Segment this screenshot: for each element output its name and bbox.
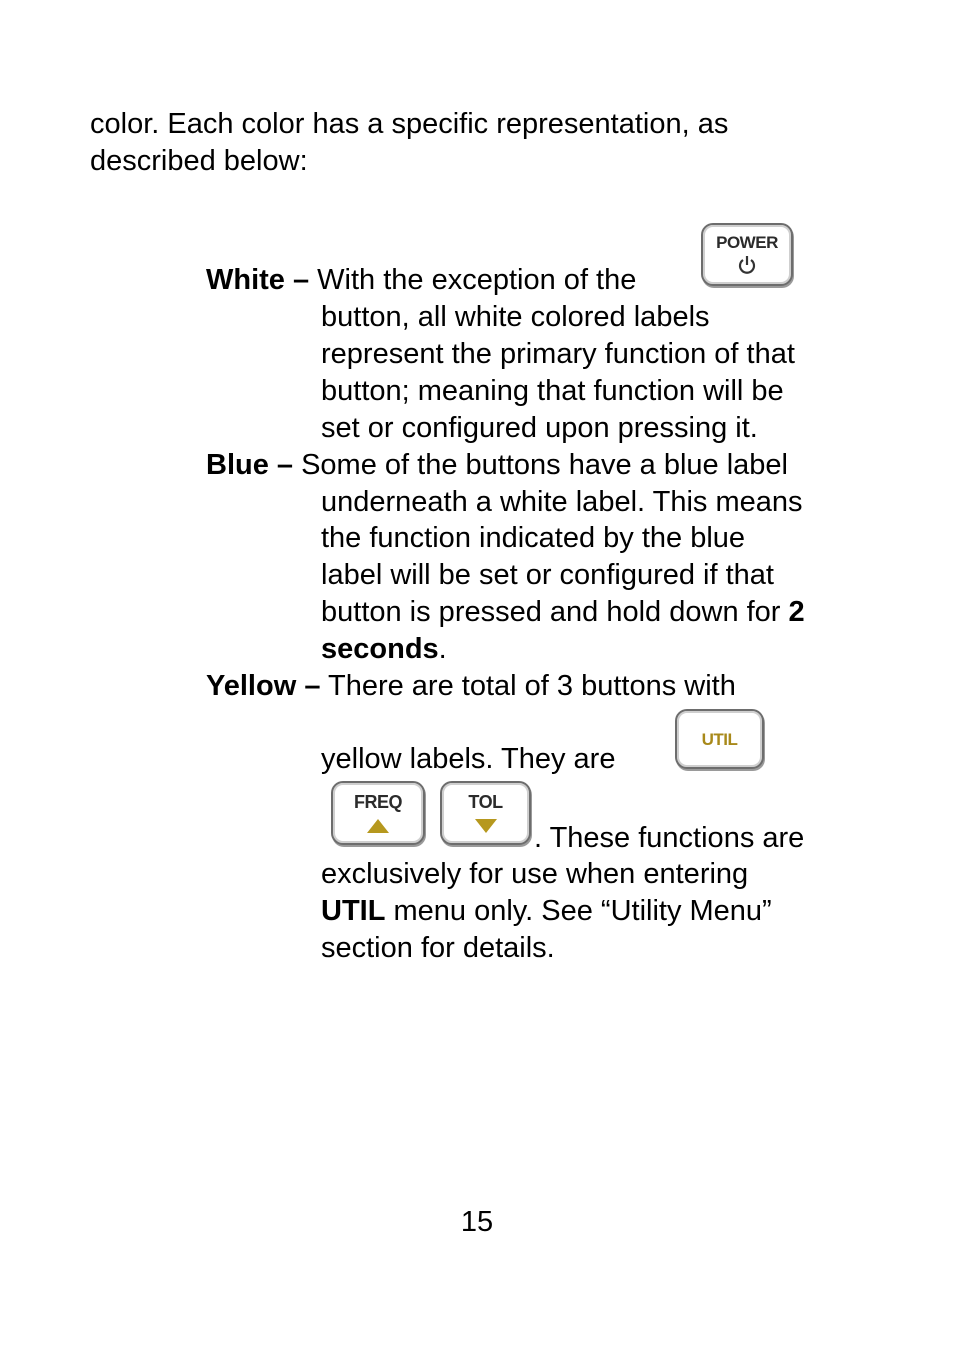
tol-button-label: TOL bbox=[468, 792, 503, 812]
yellow-line-6: section for details. bbox=[321, 932, 555, 964]
freq-button-image bbox=[331, 781, 425, 845]
blue-duration-number: 2 bbox=[788, 596, 805, 628]
util-button-image bbox=[675, 709, 764, 769]
util-menu-term: UTIL bbox=[321, 895, 386, 927]
yellow-line-3: . These functions are bbox=[534, 822, 805, 854]
triangle-down-icon bbox=[475, 819, 497, 833]
blue-line-1: Some of the buttons have a blue label bbox=[293, 449, 788, 481]
blue-line-6-period: . bbox=[438, 633, 447, 665]
yellow-line-4: exclusively for use when entering bbox=[321, 858, 749, 890]
yellow-line-2: yellow labels. They are bbox=[321, 743, 616, 775]
blue-line-3: the function indicated by the blue bbox=[321, 522, 746, 554]
yellow-term: Yellow – bbox=[206, 670, 321, 702]
intro-line-2: described below: bbox=[90, 145, 308, 177]
tol-button-image bbox=[440, 781, 531, 845]
blue-line-2: underneath a white label. This means bbox=[321, 486, 803, 518]
util-button-label: UTIL bbox=[701, 730, 738, 749]
blue-term: Blue – bbox=[206, 449, 294, 481]
white-line-1: With the exception of the bbox=[309, 264, 637, 296]
power-button-image bbox=[701, 223, 793, 286]
power-icon bbox=[736, 254, 758, 276]
intro-line-1: color. Each color has a specific representation, as bbox=[90, 108, 729, 140]
blue-duration-unit: seconds bbox=[321, 633, 439, 665]
blue-line-5-text: button is pressed and hold down for bbox=[321, 596, 789, 628]
white-line-2: button, all white colored labels bbox=[321, 301, 710, 333]
power-button-label: POWER bbox=[716, 233, 778, 252]
blue-line-4: label will be set or configured if that bbox=[321, 559, 774, 591]
yellow-line-1: There are total of 3 buttons with bbox=[320, 670, 736, 702]
blue-entry bbox=[206, 447, 788, 484]
freq-button-label: FREQ bbox=[353, 792, 402, 812]
triangle-up-icon bbox=[367, 819, 389, 833]
yellow-line-5-text: menu only. See “Utility Menu” bbox=[385, 895, 772, 927]
white-term: White – bbox=[206, 264, 310, 296]
white-line-3: represent the primary function of that bbox=[321, 338, 795, 370]
white-entry bbox=[206, 262, 636, 299]
page-number: 15 bbox=[460, 1206, 494, 1238]
white-line-5: set or configured upon pressing it. bbox=[321, 412, 758, 444]
blue-line-5 bbox=[321, 594, 805, 631]
blue-line-6 bbox=[321, 631, 447, 668]
white-line-4: button; meaning that function will be bbox=[321, 375, 784, 407]
yellow-entry bbox=[206, 668, 736, 705]
yellow-line-5 bbox=[321, 893, 772, 930]
